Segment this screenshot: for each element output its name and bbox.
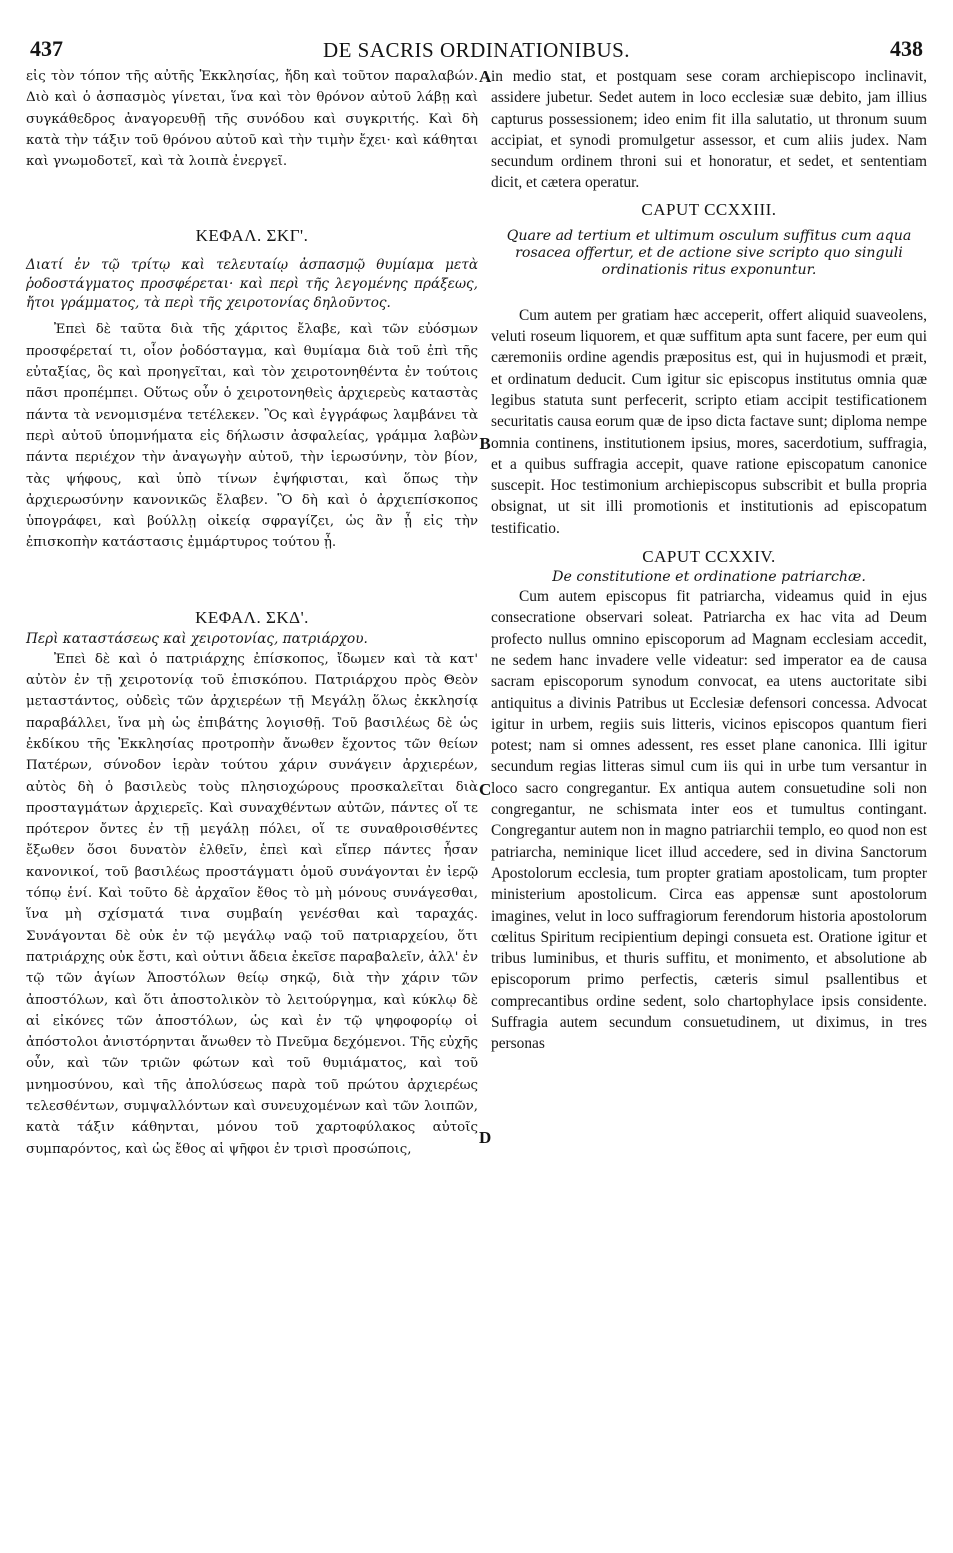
- greek-chapter-heading-224: ΚΕΦΑΛ. ΣΚΔ'.: [195, 607, 309, 627]
- latin-chapter-heading-223: CAPUT CCXXIII.: [641, 199, 777, 219]
- latin-column: [491, 66, 927, 1055]
- running-header: [30, 36, 923, 66]
- margin-marker-b: B: [479, 434, 491, 453]
- greek-chapter-heading-223: ΚΕΦΑΛ. ΣΚΓ'.: [195, 226, 309, 246]
- page-number-right: 438: [890, 36, 923, 61]
- latin-paragraph-1: in medio stat, et postquam sese coram archiepiscopo inclinavit, assidere jubetur. Sedet autem in loco ecclesiæ suæ debito, jam illius capturus possessionem; ideo enim fit illa salutatio, ut thronum suum accipiat, et synodi promulgetur assessor, et cum aliis judex. Nam secundum ordinem throni sui et honoratur, et sedet, et sententiam dicit, et cætera operatur.: [491, 68, 927, 192]
- margin-marker-c: C: [479, 780, 492, 799]
- greek-chapter-subtitle-223: Διατί ἐν τῷ τρίτῳ καὶ τελευταίῳ ἀσπασμῷ θυμίαμα μετὰ ῥοδοστάγματος προσφέρεται· καὶ περὶ τῆς λεγομένης πράξεως, ἤτοι γράμματος, τὰ περὶ τῆς χειροτονίας δηλοῦντος.: [26, 257, 478, 312]
- greek-chapter-subtitle-224: Περὶ καταστάσεως καὶ χειροτονίας, πατριάρχου.: [26, 630, 368, 647]
- running-title: DE SACRIS ORDINATIONIBUS.: [322, 38, 631, 62]
- latin-paragraph-3: Cum autem episcopus fit patriarcha, videamus quid in ejus consecratione observari soleat. Patriarcha ex hac vita ad Deum profecto nullus omnino episcoporum ad Magnam ecclesiam accedit, ne sedem hanc invadere velle videatur: sed imperator ea de causa sacram episcoporum synodum convocat, ea utens auctoritate sibi antiquitus a divinis Patribus ut Ecclesiæ defensori concessa. Advocat igitur in urbem, regiis suis litteris, vicinos episcopos quantum fieri potest; nam si omnes adessent, res esset plane canonica. Illi igitur secundum regias litteras simul cum iis qui in urbe tum versantur in loco sacro congregantur. Ex antiqua autem consuetudine soli non congregantur, ne schismata inter eos et tumultus contingant. Congregantur autem non in magno patriarchii templo, eo quod non est patriarcha, neminique licet illud accedere, sed in divina Sanctorum Apostolorum ecclesia, tum propter gratiam apostolicam, tum propter ministerium apostolicum. Circa eas appensæ sunt apostolorum imagines, velut in loco suffragiorum ferendorum historia apostolorum cœlitus Spiritum recipientium depingi consueta est. Oratione igitur et tribus luminibus, et thuris suffitu, et monimento, et absolutione ab episcoporum primo perfectis, cæteris simul psallentibus et comprecantibus ordine sedent, solo chartophylace ipsis considente. Suffragia autem secundum consuetudinem, ut diximus, in tres personas: [491, 588, 927, 1053]
- greek-paragraph-3: Ἐπεὶ δὲ καὶ ὁ πατριάρχης ἐπίσκοπος, ἴδωμεν καὶ τὰ κατ' αὐτὸν ἐν τῇ χειροτονίᾳ τοῦ ἐπισκόπου. Πατριάρχου πρὸς Θεὸν μεταστάντος, οὐδεὶς τῶν ἀρχιερέων τῇ Μεγάλῃ ὅλως ἐκκλησίᾳ παραβάλλει, ἵνα μὴ ὡς ἐπιβάτης λογισθῇ. Τοῦ βασιλέως δὲ ὡς ἐκδίκου τῆς Ἐκκλησίας προτροπὴν ἄνωθεν ἔχοντος τῶν θείων Πατέρων, σύνοδον ἱερὰν τούτου χάριν συνάγειν ἀρχιερέων, αὐτὸς δὴ ὁ βασιλεὺς τοὺς πλησιοχώρους προσκαλεῖται διὰ προσταγμάτων ἀρχιερεῖς. Καὶ συναχθέντων αὐτῶν, πάντες οἵ τε πρότερον ὄντες ἐν τῇ μεγάλῃ πόλει, οἵ τε συναθροισθέντες ἔξωθεν ὅσοι δυνατὸν ἐλθεῖν, ἐπεὶ καὶ εἴπερ πάντες ἦσαν κανονικοί, τοῦ βασιλέως προστάγματι ὁμοῦ συνάγονται ἐν ἱερῷ τόπῳ ἑνί. Καὶ τοῦτο δὲ ἀρχαῖον ἔθος τὸ μὴ μόνους συνάγεσθαι, ἵνα μὴ σχίσματά τινα συμβαίη γενέσθαι καὶ ταραχάς. Συνάγονται δὲ οὐκ ἐν τῷ μεγάλῳ ναῷ τοῦ πατριαρχείου, ὅτι πατριάρχης οὐκ ἔστι, καὶ οὐτινι ἄδεια ἐκεῖσε παραβαλεῖν, ἀλλ' ἐν τῷ τῶν ἁγίων Ἀποστόλων θείῳ σηκῷ, διὰ τὴν χάριν τῶν ἀποστόλων, καὶ ὅτι ἀποστολικὸν τὸ λειτούργημα, καὶ κύκλῳ δὲ αἱ εἰκόνες τῶν ἀποστόλων, ὡς καὶ ἐν τῷ ψηφοφορίῳ οἱ ἀπόστολοι ἀνιστόρηνται ἄνωθεν τὸ Πνεῦμα δεχόμενοι. Τῆς εὐχῆς οὖν, καὶ τῶν τριῶν φώτων καὶ τοῦ θυμιάματος, καὶ τοῦ μνημοσύνου, καὶ τῆς ἀπολύσεως παρὰ τοῦ πρώτου ἀρχιερέως τελεσθέντων, συμψαλλόντων καὶ συνευχομένων καὶ τῶν λοιπῶν, κατὰ τάξιν κάθηνται, μόνου τοῦ χαρτοφύλακος αὐτοῖς συμπαρόντος, καὶ ὡς ἔθος αἱ ψῆφοι ἐν τρισὶ προσώποις,: [26, 651, 478, 1157]
- margin-marker-a: A: [479, 67, 492, 86]
- latin-chapter-subtitle-223: Quare ad tertium et ultimum osculum suffitus cum aqua rosacea offertur, et de actione sive scripto quo singuli ordinationis ritus exponuntur.: [506, 227, 912, 278]
- latin-chapter-subtitle-224: De constitutione et ordinatione patriarchæ.: [552, 569, 866, 586]
- page-number-left: 437: [30, 36, 63, 61]
- greek-paragraph-1: εἰς τὸν τόπον τῆς αὐτῆς Ἐκκλησίας, ἤδη καὶ τοῦτον παραλαβών. Διὸ καὶ ὁ ἀσπασμὸς γίνεται, ἵνα καὶ τὸν θρόνον αὐτοῦ λάβῃ καὶ συγκάθεδρος ἀναγορευθῇ τῆς συνόδου καὶ συγκριτής. Καὶ δὴ κατὰ τὴν τάξιν τοῦ θρόνου αὐτοῦ καὶ τὴν τιμὴν ἔχει· καὶ κάθηται καὶ γνωμοδοτεῖ, καὶ τὰ λοιπὰ ἐνεργεῖ.: [26, 69, 478, 170]
- margin-marker-d: D: [479, 1128, 492, 1147]
- latin-chapter-heading-224: CAPUT CCXXIV.: [642, 547, 776, 567]
- greek-paragraph-2: Ἐπεὶ δὲ ταῦτα διὰ τῆς χάριτος ἔλαβε, καὶ τῶν εὐόσμων προσφέρεταί τι, οἷον ῥοδόσταγμα, καὶ θυμίαμα διὰ τοῦ ἐπὶ τῆς εὐταξίας, ὃς καὶ προηγεῖται, καὶ τὸν χειροτονηθέντα ἐν τούτοις πᾶσι προπέμπει. Οὕτως οὖν ὁ χειροτονηθεὶς ἀρχιερεὺς καταστὰς πάντα τὰ νενομισμένα τετέλεκεν. Ὃς καὶ ἐγγράφως λαμβάνει τὰ περὶ αὐτοῦ ὑπομνήματα εἰς δήλωσιν ἀσφαλείας, γράμμα λαβὼν πάντα περιέχον τὴν ἀναγωγὴν αὐτοῦ, τὴν ἱερωσύνην, τὸν βίον, τὰς ψήφους, καὶ ὑπὸ τίνων ἐψήφισται, καὶ ὅπως τὴν ἀρχιερωσύνην κανονικῶς ἔλαβεν. Ὃ δὴ καὶ ὁ ἀρχιεπίσκοπος ὑπογράφει, καὶ βούλλῃ οἰκείᾳ σφραγίζει, ὡς ἂν ᾖ εἰς τὴν ἐπισκοπὴν κατάστασις ἐμμάρτυρος τούτου ᾖ.: [26, 322, 478, 551]
- greek-column: [26, 66, 478, 1160]
- latin-paragraph-2: Cum autem per gratiam hæc acceperit, offert aliquid suaveolens, veluti roseum liquorem, et quæ suffitum apta sunt facere, per eum qui cæremoniis ordine agendis præpositus est, qui in hujusmodi et præit, et ordinatum deducit. Cum igitur sic episcopus institutus omnia quæ legibus statuta sunt perfecerit, scripto etiam accipit testificationem securitatis causa eorum quæ de ipso dicta factave sunt; diploma nempe omnia continens, institutionem ipsius, mores, sacerdotium, suffragia, et a quibus suffragia accepit, quave ratione episcopatum canonice suscepit. Hoc testimonium archiepiscopus subscribit et bulla propria obsignat, ut sit illi promotionis et institutionis ad episcopatum testificatio.: [491, 306, 927, 537]
